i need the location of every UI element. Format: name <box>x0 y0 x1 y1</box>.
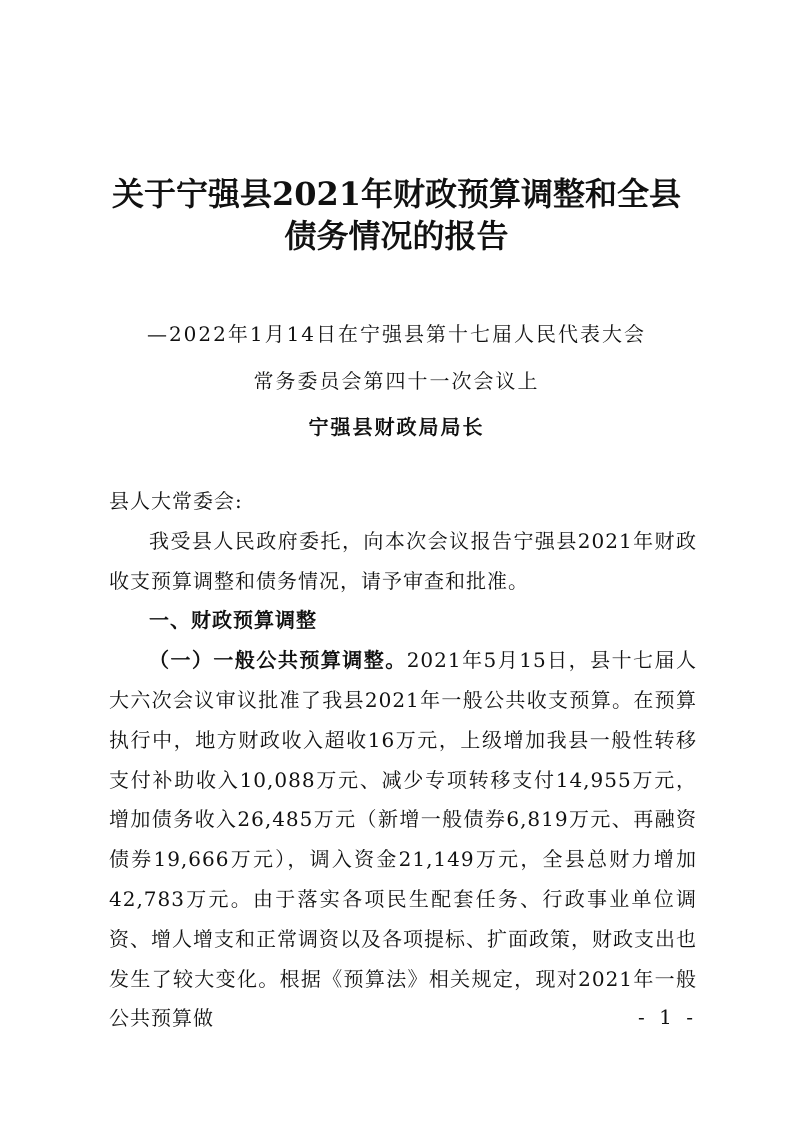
document-body <box>109 482 697 1039</box>
document-author: 宁强县财政局局长 <box>308 415 485 439</box>
subsection-paragraph <box>109 641 697 1039</box>
document-subtitle-line-2: 常务委员会第四十一次会议上 <box>253 369 540 393</box>
subsection-text: 2021年5月15日，县十七届人大六次会议审议批准了我县2021年一般公共收支预算。在预算执行中，地方财政收入超收16万元，上级增加我县一般性转移支付补助收入10,088万元、减少专项转移支付14,955万元，增加债务收入26,485万元（新增一般债券6,819万元、再融资债券19,666万元），调入资金21,149万元，全县总财力增加42,783万元。由于落实各项民生配套任务、行政事业单位调资、增人增支和正常调资以及各项提标、扩面政策，财政支出也发生了较大变化。根据《预算法》相关规定，现对2021年一般公共预算做 <box>109 648 697 1031</box>
intro-paragraph: 我受县人民政府委托，向本次会议报告宁强县2021年财政收支预算调整和债务情况，请予审查和批准。 <box>109 528 697 593</box>
section-heading: 一、财政预算调整 <box>149 608 317 633</box>
page-number: - 1 - <box>638 1005 697 1029</box>
salutation: 县人大常委会: <box>109 489 243 513</box>
document-title-line-2: 债务情况的报告 <box>284 217 509 255</box>
document-subtitle-line-1: —2022年1月14日在宁强县第十七届人民代表大会 <box>146 322 647 346</box>
document-title-line-1: 关于宁强县2021年财政预算调整和全县 <box>111 175 682 213</box>
subsection-heading: （一）一般公共预算调整。 <box>149 648 407 673</box>
